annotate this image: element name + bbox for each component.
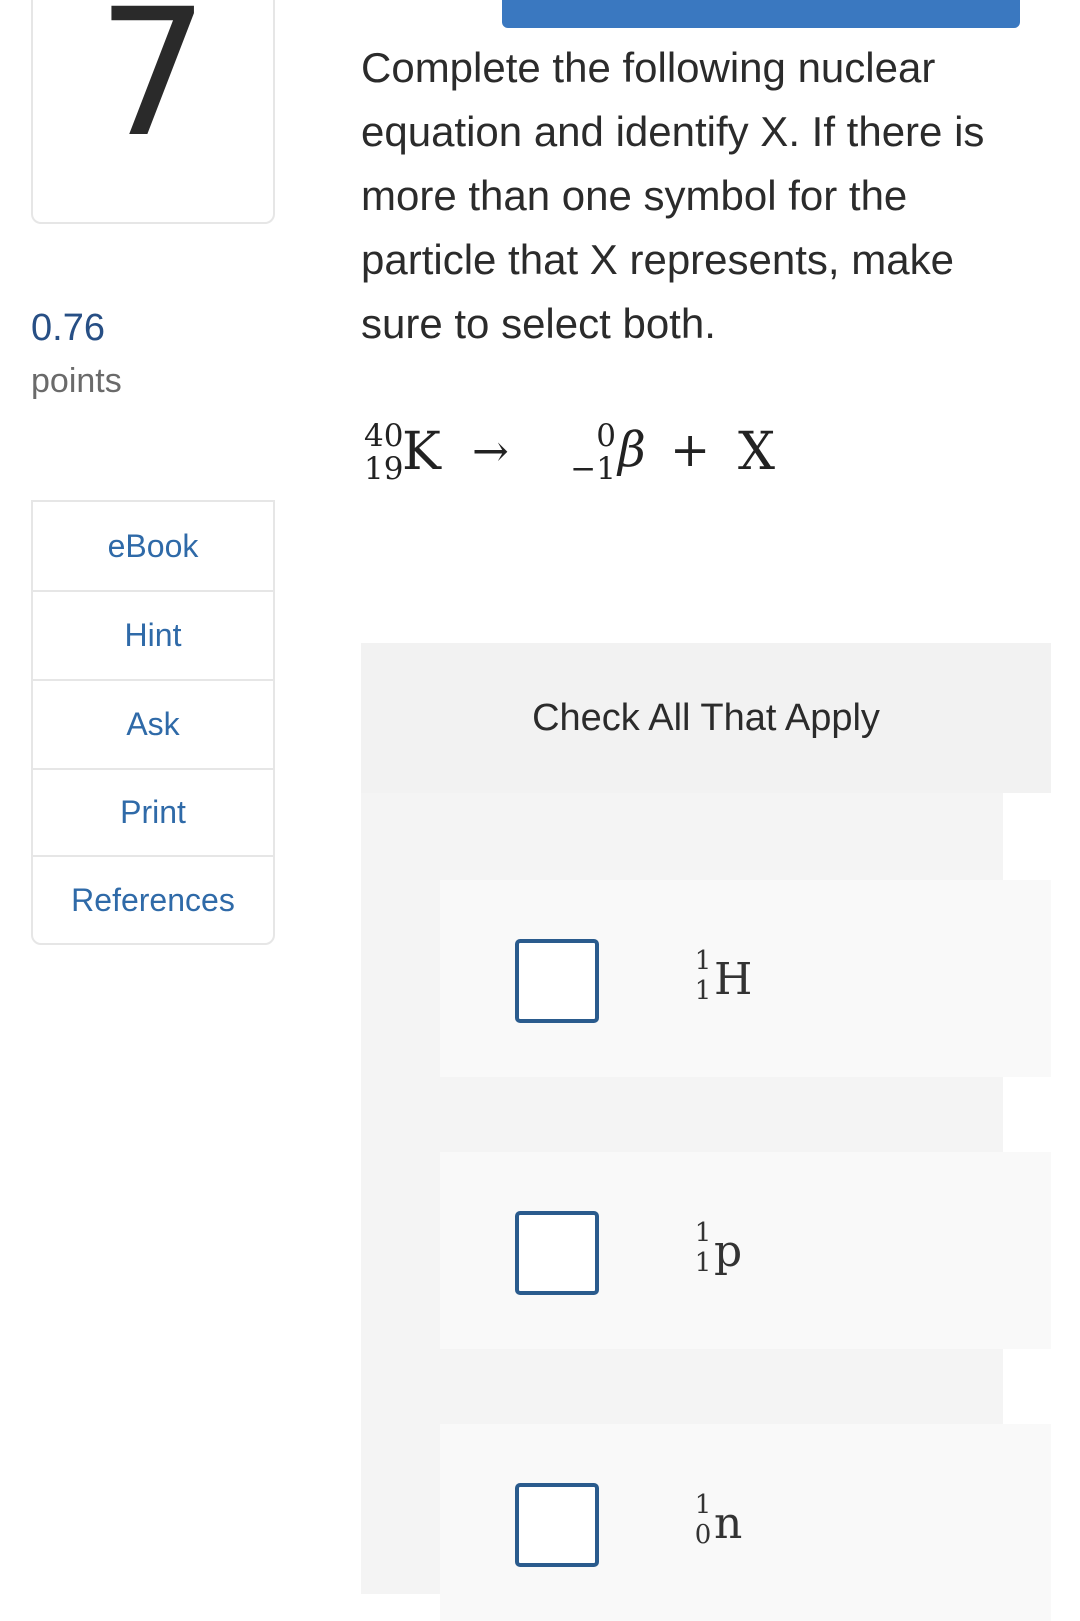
option-symbol: n — [714, 1498, 743, 1549]
top-action-button[interactable] — [502, 0, 1020, 28]
option-mass-number: 1 — [694, 1490, 712, 1520]
tool-list — [31, 500, 275, 945]
option-neutron-symbol — [694, 1484, 784, 1564]
option-neutron[interactable] — [440, 1424, 1051, 1621]
option-atomic-number: 1 — [694, 1248, 712, 1278]
question-text: Complete the following nuclear equation and identify X. If there is more than one symbol for the particle that X represents, make sure to select both. — [361, 44, 985, 347]
print-button[interactable]: Print — [33, 770, 273, 857]
ask-button[interactable]: Ask — [33, 681, 273, 770]
option-hydrogen[interactable] — [440, 880, 1051, 1077]
beta-mass-number: 0 — [596, 418, 616, 454]
unknown-particle-x: X — [738, 422, 776, 482]
option-hydrogen-symbol — [694, 940, 784, 1020]
beta-charge-number: −1 — [570, 451, 616, 487]
score-label: points — [31, 362, 122, 400]
reactant-mass-number: 40 — [364, 418, 404, 454]
question-number: 7 — [97, 0, 209, 176]
ebook-button[interactable]: eBook — [33, 502, 273, 592]
beta-symbol: β — [618, 422, 646, 478]
question-number-box — [31, 0, 275, 224]
reactant-atomic-number: 19 — [364, 451, 404, 487]
option-symbol: H — [714, 954, 753, 1005]
option-proton[interactable] — [440, 1152, 1051, 1349]
reactant-symbol: K — [402, 422, 441, 482]
checkbox-neutron[interactable] — [515, 1483, 599, 1567]
option-proton-symbol — [694, 1212, 784, 1292]
option-atomic-number: 1 — [694, 976, 712, 1006]
option-atomic-number: 0 — [694, 1520, 712, 1550]
option-mass-number: 1 — [694, 946, 712, 976]
checkbox-hydrogen[interactable] — [515, 939, 599, 1023]
option-symbol: p — [714, 1226, 743, 1277]
plus-sign: + — [670, 422, 711, 478]
checkbox-proton[interactable] — [515, 1211, 599, 1295]
reaction-arrow: → — [472, 426, 509, 477]
references-button[interactable]: References — [71, 881, 235, 918]
check-all-header: Check All That Apply — [361, 643, 1051, 793]
option-mass-number: 1 — [694, 1218, 712, 1248]
score-value: 0.76 — [31, 307, 105, 349]
hint-button[interactable]: Hint — [33, 592, 273, 681]
